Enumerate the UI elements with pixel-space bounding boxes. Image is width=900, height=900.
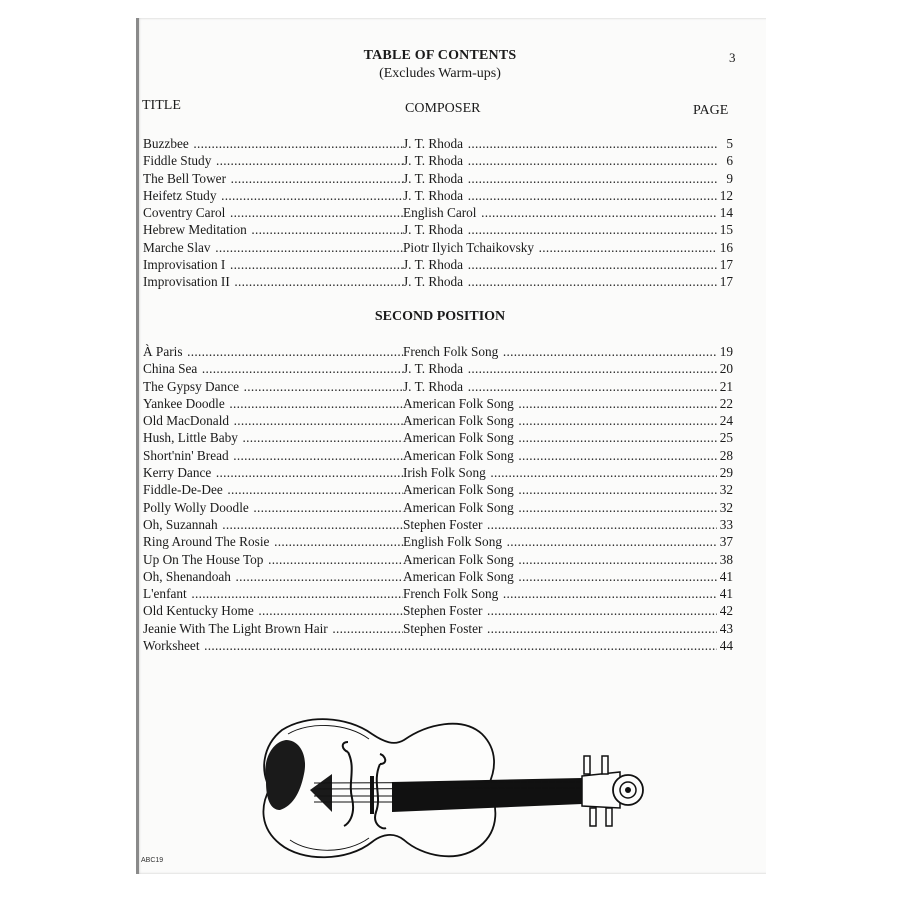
toc-row bbox=[143, 447, 733, 464]
toc-entry-composer-text: French Folk Song bbox=[403, 586, 499, 602]
toc-row bbox=[143, 516, 733, 533]
toc-row bbox=[143, 135, 733, 152]
toc-entry-page: 21 bbox=[717, 378, 733, 395]
toc-entry-composer-text: J. T. Rhoda bbox=[403, 187, 464, 203]
toc-row bbox=[143, 256, 733, 273]
toc-entry-title bbox=[143, 499, 403, 516]
toc-row bbox=[143, 499, 733, 516]
toc-entry-page: 17 bbox=[717, 256, 733, 273]
toc-entry-title-text: The Gypsy Dance bbox=[143, 378, 239, 394]
toc-entry-title bbox=[143, 239, 403, 256]
toc-entry-composer-text: Stephen Foster bbox=[403, 620, 483, 636]
column-header-title: TITLE bbox=[142, 98, 181, 113]
toc-entry-composer-text: American Folk Song bbox=[403, 499, 514, 515]
toc-entry-title bbox=[143, 620, 403, 637]
toc-entry-composer-text: American Folk Song bbox=[403, 447, 514, 463]
toc-entry-title bbox=[143, 516, 403, 533]
section-heading-second-position: SECOND POSITION bbox=[374, 309, 506, 324]
toc-entry-title bbox=[143, 256, 403, 273]
toc-entry-page: 22 bbox=[717, 395, 733, 412]
toc-entry-page: 33 bbox=[717, 516, 733, 533]
toc-row bbox=[143, 273, 733, 290]
toc-entry-title bbox=[143, 637, 403, 654]
toc-entry-title bbox=[143, 481, 403, 498]
toc-entry-title-text: Worksheet bbox=[143, 638, 200, 654]
toc-entry-title bbox=[143, 273, 403, 290]
toc-row bbox=[143, 429, 733, 446]
toc-entry-composer-text: Stephen Foster bbox=[403, 516, 483, 532]
toc-entry-page: 14 bbox=[717, 204, 733, 221]
toc-entry-composer bbox=[403, 378, 718, 395]
toc-entry-composer bbox=[403, 585, 718, 602]
toc-entry-page: 44 bbox=[717, 637, 733, 654]
toc-row bbox=[143, 637, 733, 654]
toc-subtitle: (Excludes Warm-ups) bbox=[379, 66, 501, 81]
toc-entry-composer-text: Piotr Ilyich Tchaikovsky bbox=[403, 239, 535, 255]
toc-entry-composer bbox=[403, 602, 718, 619]
toc-entry-title-text: China Sea bbox=[143, 361, 198, 377]
toc-entry-page: 28 bbox=[717, 447, 733, 464]
toc-entry-title-text: Marche Slav bbox=[143, 239, 211, 255]
toc-entry-title bbox=[143, 429, 403, 446]
toc-entry-composer-text: French Folk Song bbox=[403, 344, 499, 359]
toc-entry-title-text: Jeanie With The Light Brown Hair bbox=[143, 620, 328, 636]
toc-entry-composer bbox=[403, 516, 718, 533]
toc-entry-title bbox=[143, 187, 403, 204]
toc-entry-title bbox=[143, 447, 403, 464]
toc-entry-title-text: Up On The House Top bbox=[143, 551, 264, 567]
toc-entry-title-text: Hush, Little Baby bbox=[143, 430, 238, 446]
toc-entry-composer bbox=[403, 239, 718, 256]
toc-entry-title-text: Coventry Carol bbox=[143, 205, 226, 221]
toc-entry-title-text: L'enfant bbox=[143, 586, 187, 602]
toc-entry-title bbox=[143, 533, 403, 550]
toc-entry-page: 38 bbox=[717, 551, 733, 568]
toc-entry-composer-text: English Folk Song bbox=[403, 534, 503, 550]
toc-entry-composer-text: American Folk Song bbox=[403, 395, 514, 411]
toc-entry-composer-text: J. T. Rhoda bbox=[403, 136, 464, 151]
toc-entry-composer-text: Irish Folk Song bbox=[403, 465, 486, 481]
toc-entry-page: 25 bbox=[717, 429, 733, 446]
toc-entry-title-text: Old Kentucky Home bbox=[143, 603, 254, 619]
toc-entry-title bbox=[143, 412, 403, 429]
toc-entry-title bbox=[143, 568, 403, 585]
toc-entry-title-text: Oh, Suzannah bbox=[143, 516, 218, 532]
toc-entry-page: 16 bbox=[717, 239, 733, 256]
toc-entry-title-text: Fiddle-De-Dee bbox=[143, 482, 223, 498]
toc-row bbox=[143, 152, 733, 169]
toc-entry-composer bbox=[403, 637, 718, 654]
toc-entry-composer bbox=[403, 152, 718, 169]
toc-entry-title-text: Oh, Shenandoah bbox=[143, 568, 231, 584]
toc-title: TABLE OF CONTENTS bbox=[363, 48, 517, 63]
toc-entry-page: 41 bbox=[717, 585, 733, 602]
toc-entry-page: 12 bbox=[717, 187, 733, 204]
toc-entry-title-text: Fiddle Study bbox=[143, 153, 212, 169]
toc-entry-page: 37 bbox=[717, 533, 733, 550]
toc-row bbox=[143, 568, 733, 585]
toc-entry-composer-text: J. T. Rhoda bbox=[403, 170, 464, 186]
toc-entry-page: 19 bbox=[717, 343, 733, 360]
column-header-page: PAGE bbox=[693, 103, 729, 118]
toc-entry-composer bbox=[403, 170, 718, 187]
toc-row bbox=[143, 481, 733, 498]
toc-entry-title bbox=[143, 135, 403, 152]
toc-entry-composer-text: American Folk Song bbox=[403, 430, 514, 446]
toc-entry-page: 17 bbox=[717, 273, 733, 290]
toc-second-position-section bbox=[143, 343, 733, 654]
toc-row bbox=[143, 360, 733, 377]
toc-row bbox=[143, 378, 733, 395]
toc-entry-title bbox=[143, 204, 403, 221]
toc-entry-title-text: Short'nin' Bread bbox=[143, 447, 229, 463]
toc-entry-page: 32 bbox=[717, 499, 733, 516]
toc-entry-composer-text: J. T. Rhoda bbox=[403, 222, 464, 238]
toc-entry-title-text: Improvisation II bbox=[143, 274, 230, 290]
toc-entry-composer-text: J. T. Rhoda bbox=[403, 257, 464, 273]
toc-entry-title bbox=[143, 152, 403, 169]
toc-entry-title bbox=[143, 585, 403, 602]
toc-entry-composer bbox=[403, 256, 718, 273]
toc-entry-page: 6 bbox=[723, 152, 733, 169]
toc-entry-page: 41 bbox=[717, 568, 733, 585]
toc-entry-composer bbox=[403, 499, 718, 516]
toc-entry-composer-text: American Folk Song bbox=[403, 568, 514, 584]
toc-entry-composer-text: American Folk Song bbox=[403, 413, 514, 429]
toc-entry-title bbox=[143, 602, 403, 619]
toc-entry-composer bbox=[403, 412, 718, 429]
violin-icon bbox=[252, 712, 652, 862]
toc-entry-title-text: Ring Around The Rosie bbox=[143, 534, 270, 550]
toc-row bbox=[143, 464, 733, 481]
toc-entry-title-text: Buzzbee bbox=[143, 136, 189, 151]
toc-row bbox=[143, 412, 733, 429]
toc-entry-composer bbox=[403, 343, 718, 360]
toc-row bbox=[143, 620, 733, 637]
toc-entry-title bbox=[143, 378, 403, 395]
toc-entry-title-text: The Bell Tower bbox=[143, 170, 227, 186]
toc-entry-title-text: Kerry Dance bbox=[143, 465, 212, 481]
toc-entry-page: 15 bbox=[717, 221, 733, 238]
footer-code: ABC19 bbox=[141, 857, 164, 864]
toc-entry-composer bbox=[403, 187, 718, 204]
toc-entry-title-text: Old MacDonald bbox=[143, 413, 230, 429]
toc-entry-page: 24 bbox=[717, 412, 733, 429]
toc-entry-composer bbox=[403, 135, 718, 152]
toc-entry-title bbox=[143, 343, 403, 360]
toc-row bbox=[143, 221, 733, 238]
toc-row bbox=[143, 170, 733, 187]
toc-entry-composer-text: American Folk Song bbox=[403, 482, 514, 498]
toc-entry-composer bbox=[403, 204, 718, 221]
toc-entry-composer bbox=[403, 429, 718, 446]
toc-first-section bbox=[143, 135, 733, 291]
toc-entry-title bbox=[143, 464, 403, 481]
toc-row bbox=[143, 395, 733, 412]
toc-entry-page: 29 bbox=[717, 464, 733, 481]
toc-entry-composer-text: J. T. Rhoda bbox=[403, 274, 464, 290]
toc-entry-page: 20 bbox=[717, 360, 733, 377]
toc-entry-title bbox=[143, 360, 403, 377]
toc-entry-title-text: Polly Wolly Doodle bbox=[143, 499, 249, 515]
toc-row bbox=[143, 585, 733, 602]
toc-entry-composer bbox=[403, 533, 718, 550]
toc-entry-composer bbox=[403, 221, 718, 238]
toc-entry-title-text: Hebrew Meditation bbox=[143, 222, 247, 238]
toc-entry-composer bbox=[403, 551, 718, 568]
toc-row bbox=[143, 204, 733, 221]
toc-entry-page: 32 bbox=[717, 481, 733, 498]
toc-entry-composer bbox=[403, 395, 718, 412]
toc-entry-composer bbox=[403, 568, 718, 585]
toc-entry-composer-text: J. T. Rhoda bbox=[403, 153, 464, 169]
toc-entry-composer bbox=[403, 360, 718, 377]
toc-entry-page: 43 bbox=[717, 620, 733, 637]
toc-entry-composer bbox=[403, 481, 718, 498]
toc-entry-page: 5 bbox=[723, 135, 733, 152]
page-number: 3 bbox=[729, 50, 736, 65]
toc-row bbox=[143, 602, 733, 619]
toc-entry-title bbox=[143, 395, 403, 412]
toc-entry-title-text: Yankee Doodle bbox=[143, 395, 225, 411]
toc-entry-title-text: À Paris bbox=[143, 344, 183, 359]
toc-entry-title-text: Improvisation I bbox=[143, 257, 226, 273]
toc-entry-composer-text: American Folk Song bbox=[403, 551, 514, 567]
page-binding-edge bbox=[136, 18, 139, 874]
toc-entry-composer bbox=[403, 447, 718, 464]
toc-entry-title bbox=[143, 170, 403, 187]
toc-row bbox=[143, 343, 733, 360]
toc-entry-title bbox=[143, 551, 403, 568]
toc-row bbox=[143, 239, 733, 256]
toc-entry-composer bbox=[403, 273, 718, 290]
toc-row bbox=[143, 533, 733, 550]
toc-entry-composer-text: J. T. Rhoda bbox=[403, 378, 464, 394]
toc-entry-composer bbox=[403, 464, 718, 481]
toc-entry-composer-text: English Carol bbox=[403, 205, 477, 221]
column-header-composer: COMPOSER bbox=[405, 101, 481, 116]
toc-entry-page: 9 bbox=[723, 170, 733, 187]
toc-row bbox=[143, 551, 733, 568]
toc-entry-title-text: Heifetz Study bbox=[143, 187, 217, 203]
toc-entry-composer-text: J. T. Rhoda bbox=[403, 361, 464, 377]
toc-entry-page: 42 bbox=[717, 602, 733, 619]
toc-entry-composer-text bbox=[403, 638, 404, 653]
toc-row bbox=[143, 187, 733, 204]
toc-entry-composer-text: Stephen Foster bbox=[403, 603, 483, 619]
toc-entry-composer bbox=[403, 620, 718, 637]
toc-entry-title bbox=[143, 221, 403, 238]
